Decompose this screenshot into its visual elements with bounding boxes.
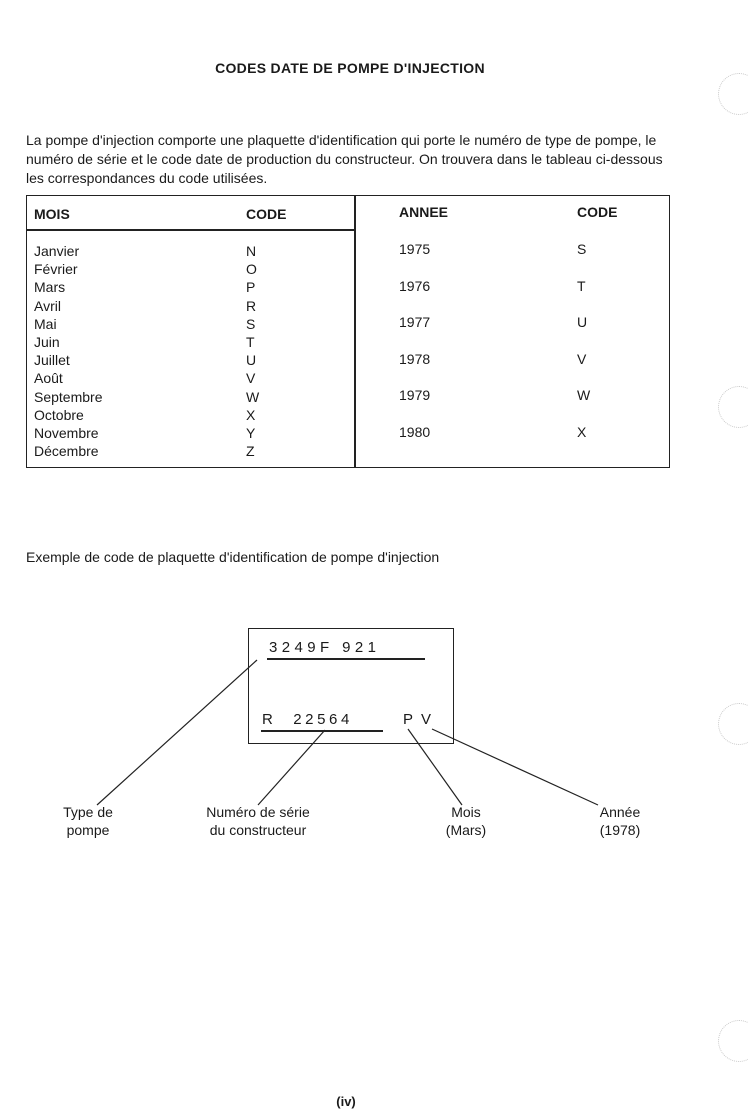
label-pump-type-line1: Type de [63, 804, 113, 820]
month-code: U [246, 352, 257, 369]
month-code: W [246, 388, 260, 405]
year-code: S [577, 241, 587, 257]
label-year [580, 803, 660, 839]
year-code: T [577, 277, 586, 294]
month-code: T [246, 333, 255, 350]
month-name: Avril [34, 297, 61, 314]
months-header: MOIS [34, 206, 70, 222]
month-name: Mai [34, 315, 57, 332]
label-serial-line1: Numéro de série [206, 804, 310, 820]
month-name: Octobre [34, 406, 84, 423]
year-value: 1980 [399, 423, 431, 440]
label-serial-line2: du constructeur [209, 822, 307, 838]
year-value: 1975 [399, 241, 431, 257]
month-code-header: CODE [246, 206, 287, 222]
month-code: X [246, 406, 256, 423]
leader-serial [258, 730, 325, 805]
label-month-line2: (Mars) [445, 822, 487, 838]
year-value: 1977 [399, 314, 431, 331]
month-code: Y [246, 424, 256, 441]
month-code: Z [246, 443, 255, 460]
month-name: Mars [34, 279, 66, 296]
label-year-line1: Année [599, 804, 641, 820]
month-code: S [246, 315, 256, 332]
label-serial-number [190, 803, 326, 839]
month-code: V [246, 370, 256, 387]
example-caption: Exemple de code de plaquette d'identification de pompe d'injection [26, 549, 440, 565]
month-name: Juillet [34, 352, 70, 369]
month-name: Janvier [34, 243, 80, 259]
year-value: 1978 [399, 350, 431, 367]
leader-month [408, 729, 462, 805]
plate-serial-text: R 22564 [262, 711, 353, 728]
year-code: U [577, 314, 588, 331]
plate-year-code: V [421, 711, 432, 728]
year-code: W [577, 387, 591, 404]
intro-paragraph: La pompe d'injection comporte une plaquette d'identification qui porte le numéro de type de pompe, le numéro de série et le code date de production du constructeur. On trouvera dans le tableau ci-dessous les correspondances du code utilisées. [26, 132, 663, 186]
label-month-line1: Mois [451, 804, 481, 820]
month-code: O [246, 261, 257, 278]
leader-type [97, 660, 257, 805]
label-pump-type [40, 803, 136, 839]
label-pump-type-line2: pompe [66, 822, 110, 838]
year-value: 1979 [399, 387, 431, 404]
label-month [426, 803, 506, 839]
month-name: Novembre [34, 424, 99, 441]
year-code: V [577, 350, 587, 367]
month-name: Juin [34, 333, 60, 350]
month-name: Septembre [34, 388, 103, 405]
month-code: P [246, 279, 256, 296]
year-code: X [577, 423, 587, 440]
page-title: CODES DATE DE POMPE D'INJECTION [215, 60, 485, 76]
plate-month-code: P [403, 711, 414, 728]
plate-type-number: 3249F 921 [269, 639, 381, 656]
month-name: Décembre [34, 443, 99, 460]
year-code-header: CODE [577, 204, 618, 220]
leader-year [432, 729, 598, 805]
month-code: R [246, 297, 257, 314]
year-value: 1976 [399, 277, 431, 294]
month-code: N [246, 243, 257, 259]
page-number: (iv) [336, 1094, 356, 1109]
years-header: ANNEE [399, 204, 449, 220]
month-name: Août [34, 370, 63, 387]
month-name: Février [34, 261, 78, 278]
label-year-line2: (1978) [599, 822, 641, 838]
